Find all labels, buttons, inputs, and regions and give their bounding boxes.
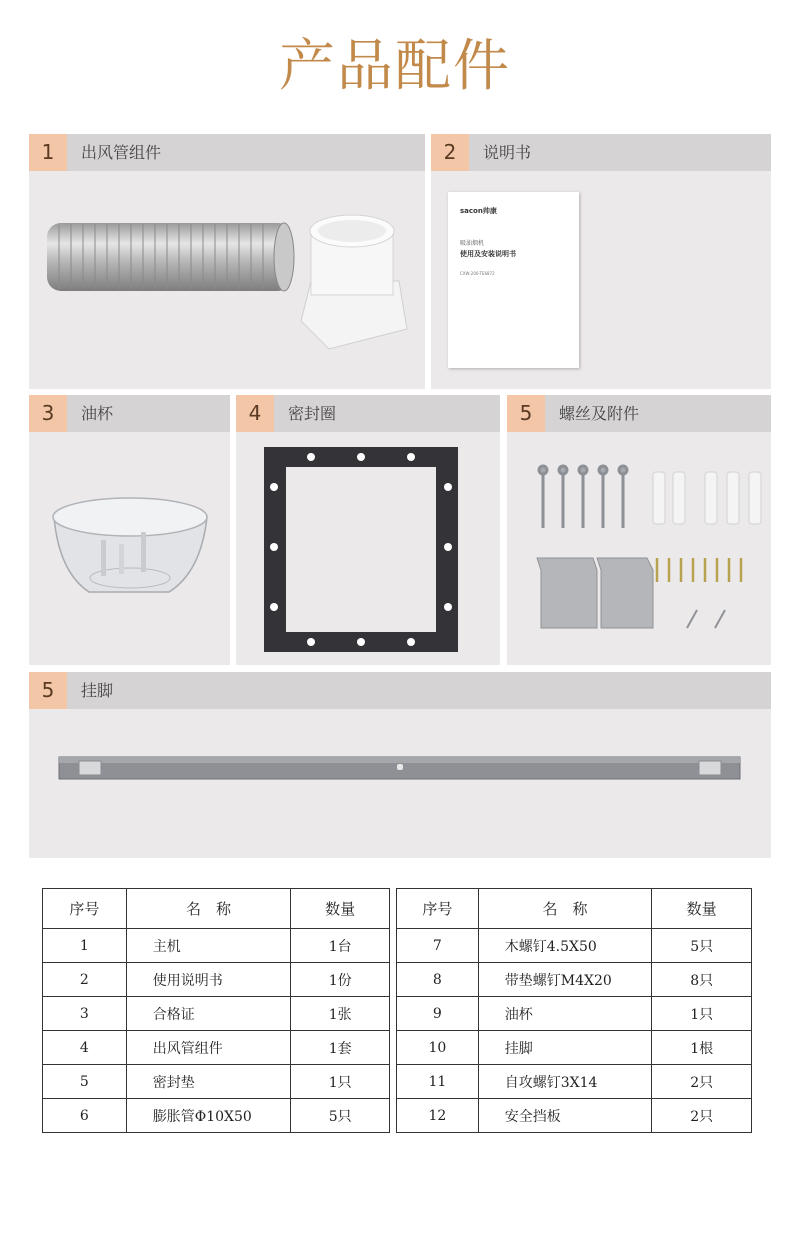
- row-qty: 1只: [652, 997, 752, 1031]
- gasket-image: [236, 432, 500, 665]
- row-name: 膨胀管Φ10X50: [126, 1099, 291, 1133]
- row-index: 5: [43, 1065, 127, 1099]
- panel-header: [236, 395, 500, 432]
- table-row: [397, 1099, 752, 1133]
- panel-header: [431, 134, 771, 171]
- manual-image: [431, 171, 771, 389]
- row-qty: 5只: [652, 929, 752, 963]
- row-name: 安全挡板: [478, 1099, 652, 1133]
- panel-number: 4: [236, 395, 274, 432]
- panel-label: 油杯: [81, 404, 114, 423]
- row-name: 使用说明书: [126, 963, 291, 997]
- header-qty: 数量: [652, 889, 752, 929]
- row-index: 7: [397, 929, 479, 963]
- hanging-bracket-icon: [59, 757, 740, 779]
- parts-table-left: [42, 888, 390, 1133]
- panel-gasket: [236, 395, 500, 665]
- table-row: [397, 1065, 752, 1099]
- panel-header: [29, 134, 425, 171]
- header-name: 名 称: [126, 889, 291, 929]
- duct-assembly-image: [29, 171, 425, 389]
- panel-label: 说明书: [483, 143, 532, 162]
- row-qty: 1张: [291, 997, 390, 1031]
- row-name: 主机: [126, 929, 291, 963]
- row-name: 出风管组件: [126, 1031, 291, 1065]
- row-index: 2: [43, 963, 127, 997]
- table-row: [43, 929, 390, 963]
- manual-brand: sacon帅康: [460, 207, 497, 215]
- table-row: [397, 963, 752, 997]
- table-header-row: [397, 889, 752, 929]
- table-row: [397, 997, 752, 1031]
- safety-plates-icon: [537, 558, 653, 628]
- manual-booklet: [448, 192, 579, 368]
- row-name: 密封垫: [126, 1065, 291, 1099]
- row-index: 9: [397, 997, 479, 1031]
- row-name: 合格证: [126, 997, 291, 1031]
- row-name: 带垫螺钉M4X20: [478, 963, 652, 997]
- row-index: 3: [43, 997, 127, 1031]
- row-qty: 1套: [291, 1031, 390, 1065]
- row-qty: 8只: [652, 963, 752, 997]
- panel-label: 螺丝及附件: [559, 404, 640, 423]
- panel-number: 2: [431, 134, 469, 171]
- self-tapping-screws-icon: [687, 610, 725, 628]
- row-name: 木螺钉4.5X50: [478, 929, 652, 963]
- washer-screws-icon: [657, 558, 741, 582]
- row-index: 10: [397, 1031, 479, 1065]
- row-index: 11: [397, 1065, 479, 1099]
- table-row: [43, 1065, 390, 1099]
- expansion-anchors-icon: [653, 472, 761, 524]
- gasket-icon: [264, 447, 458, 652]
- table-row: [43, 963, 390, 997]
- table-row: [397, 1031, 752, 1065]
- flexible-duct-icon: [47, 223, 294, 291]
- manual-code: CXW-200-TE6872: [460, 271, 495, 276]
- table-row: [43, 997, 390, 1031]
- panel-header: [29, 672, 771, 709]
- row-qty: 1份: [291, 963, 390, 997]
- header-name: 名 称: [478, 889, 652, 929]
- row-index: 1: [43, 929, 127, 963]
- parts-table-right: [396, 888, 752, 1133]
- oil-cup-icon: [53, 498, 207, 592]
- row-index: 8: [397, 963, 479, 997]
- header-qty: 数量: [291, 889, 390, 929]
- panel-number: 5: [507, 395, 545, 432]
- panel-label: 挂脚: [81, 681, 114, 700]
- row-index: 4: [43, 1031, 127, 1065]
- header-index: 序号: [43, 889, 127, 929]
- panel-label: 密封圈: [288, 404, 337, 423]
- manual-title: 使用及安装说明书: [460, 250, 516, 258]
- table-row: [397, 929, 752, 963]
- wood-screws-icon: [539, 466, 627, 528]
- header-index: 序号: [397, 889, 479, 929]
- manual-subtitle: 吸油烟机: [460, 240, 485, 247]
- row-index: 6: [43, 1099, 127, 1133]
- row-name: 挂脚: [478, 1031, 652, 1065]
- panel-header: [29, 395, 230, 432]
- panel-oil-cup: [29, 395, 230, 665]
- panel-number: 3: [29, 395, 67, 432]
- row-qty: 1根: [652, 1031, 752, 1065]
- oil-cup-image: [29, 432, 230, 665]
- table-row: [43, 1031, 390, 1065]
- page-title: 产品配件: [279, 34, 511, 99]
- panel-manual: [431, 134, 771, 389]
- duct-flange-icon: [301, 215, 407, 349]
- row-qty: 5只: [291, 1099, 390, 1133]
- table-header-row: [43, 889, 390, 929]
- screws-accessories-image: [507, 432, 771, 665]
- hanging-bracket-image: [29, 709, 771, 858]
- row-index: 12: [397, 1099, 479, 1133]
- panel-duct-assembly: [29, 134, 425, 389]
- panel-number: 5: [29, 672, 67, 709]
- table-row: [43, 1099, 390, 1133]
- panel-screws-accessories: [507, 395, 771, 665]
- row-qty: 1只: [291, 1065, 390, 1099]
- panel-label: 出风管组件: [81, 143, 162, 162]
- row-qty: 1台: [291, 929, 390, 963]
- panel-header: [507, 395, 771, 432]
- row-qty: 2只: [652, 1099, 752, 1133]
- row-name: 油杯: [478, 997, 652, 1031]
- row-name: 自攻螺钉3X14: [478, 1065, 652, 1099]
- panel-hanging-bracket: [29, 672, 771, 858]
- panel-number: 1: [29, 134, 67, 171]
- row-qty: 2只: [652, 1065, 752, 1099]
